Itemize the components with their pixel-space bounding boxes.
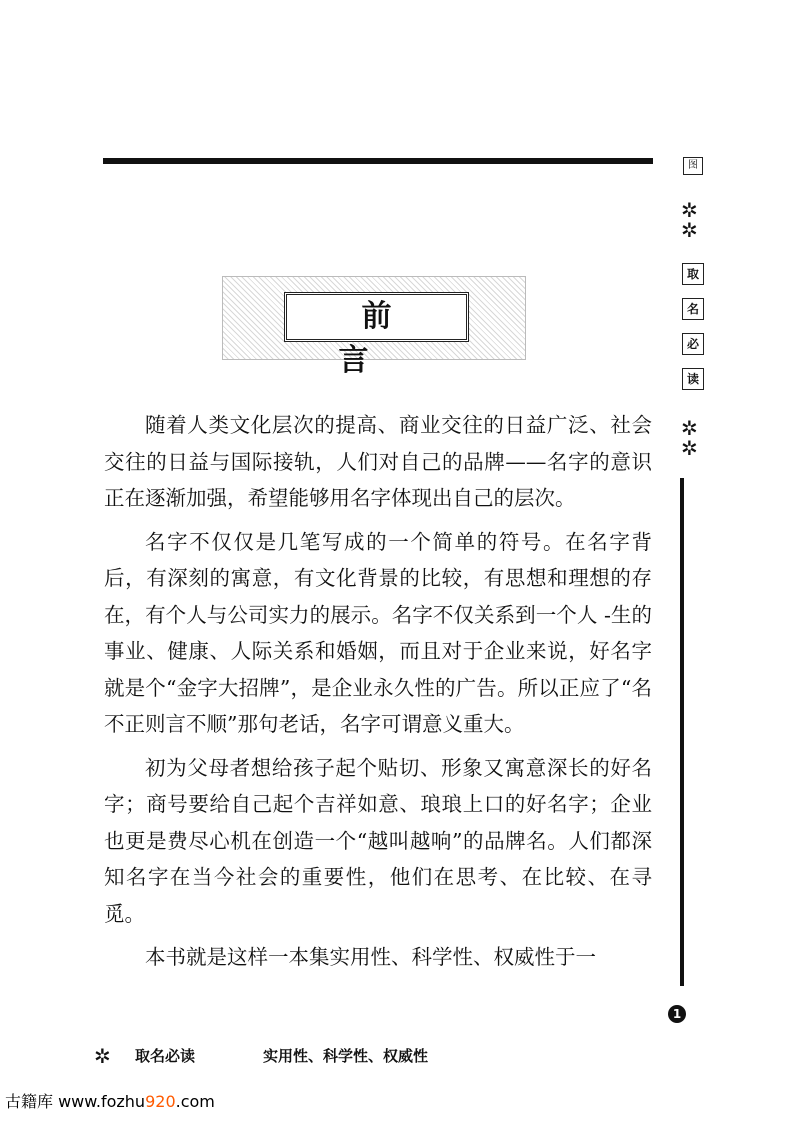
page-number: 1: [668, 1005, 686, 1023]
flower-ornament-icon: ✲: [681, 416, 698, 440]
footer-slogan: 实用性、科学性、权威性: [263, 1047, 429, 1065]
side-rule: [680, 478, 684, 986]
chapter-title: 前言: [284, 292, 469, 342]
paragraph: 本书就是这样一本集实用性、科学性、权威性于一: [145, 945, 596, 969]
flower-ornament-icon: ✲: [94, 1044, 111, 1068]
watermark-prefix: 古籍库 www.fozhu: [5, 1092, 146, 1111]
body-text: [104, 407, 652, 983]
side-title-char: 读: [682, 368, 704, 390]
corner-mark: 图: [683, 157, 703, 175]
watermark-suffix: .com: [175, 1092, 215, 1111]
top-rule: [103, 158, 653, 164]
watermark: [5, 1089, 215, 1112]
flower-ornament-icon: ✲: [681, 198, 698, 222]
watermark-number: 920: [145, 1092, 176, 1111]
flower-ornament-icon: ✲: [681, 218, 698, 242]
paragraph: 随着人类文化层次的提高、商业交往的日益广泛、社会交往的日益与国际接轨，人们对自己的品牌——名字的意识正在逐渐加强，希望能够用名字体现出自己的层次。: [104, 413, 652, 510]
footer-book-title: 取名必读: [135, 1047, 196, 1065]
side-title-char: 取: [682, 263, 704, 285]
paragraph: 名字不仅仅是几笔写成的一个简单的符号。在名字背后，有深刻的寓意，有文化背景的比较，有思想和理想的存在，有个人与公司实力的展示。名字不仅关系到一个人 -生的事业、健康、人际关系和婚姻，而且对于企业来说，好名字就是个“金字大招牌”，是企业永久性的广告。所以正应了“名不正则言不顺”那句老话，名字可谓意义重大。: [104, 529, 652, 736]
side-title-char: 名: [682, 298, 704, 320]
side-title-char: 必: [682, 333, 704, 355]
paragraph: 初为父母者想给孩子起个贴切、形象又寓意深长的好名字；商号要给自己起个吉祥如意、琅琅上口的好名字；企业也更是费尽心机在创造一个“越叫越响”的品牌名。人们都深知名字在当今社会的重要性，他们在思考、在比较、在寻觅。: [104, 755, 652, 926]
flower-ornament-icon: ✲: [681, 436, 698, 460]
